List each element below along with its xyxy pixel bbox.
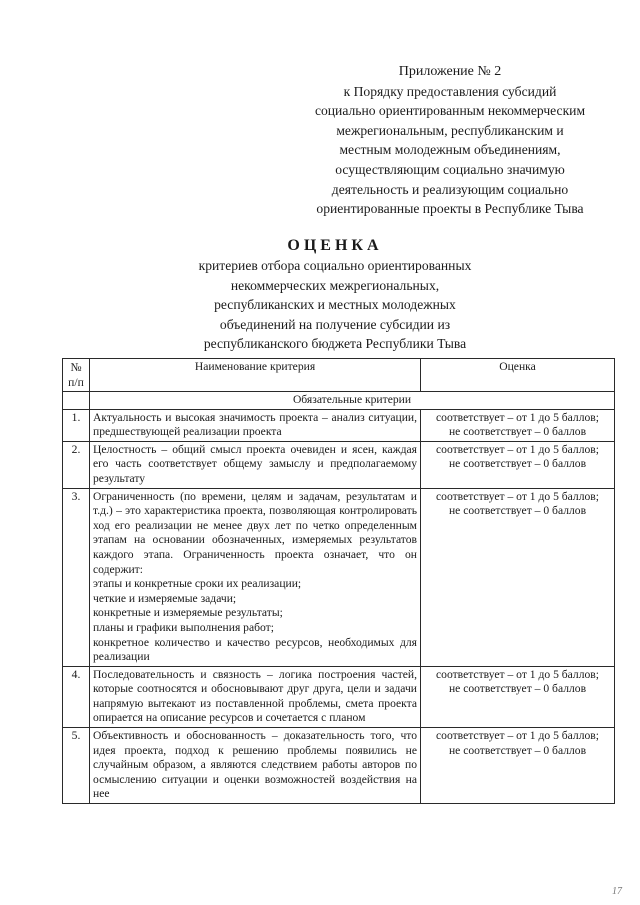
- row-criterion: Актуальность и высокая значимость проекта – анализ ситуации, предшествующей реализации проекта: [90, 409, 421, 441]
- row-num: 4.: [63, 666, 90, 727]
- row-score: [421, 728, 615, 804]
- table-row: [63, 666, 615, 727]
- header-score: Оценка: [421, 359, 615, 392]
- heading-line: республиканских и местных молодежных: [214, 297, 456, 313]
- criteria-table: [62, 358, 615, 804]
- row-criterion: Последовательность и связность – логика построения частей, которые соотносятся и обосновывают друг друга, цели и задачи напрямую вытекают из поставленной проблемы, смета проекта опирается на описание ресурсов и сочетается с планом: [90, 666, 421, 727]
- page-number: 17: [612, 886, 622, 897]
- table-header-row: [63, 359, 615, 392]
- appendix-line: местным молодежным объединениям,: [339, 142, 561, 158]
- score-line: соответствует – от 1 до 5 баллов;: [436, 410, 599, 424]
- table-row: [63, 728, 615, 804]
- appendix-block: [300, 62, 600, 219]
- table-row: [63, 488, 615, 666]
- score-line: не соответствует – 0 баллов: [448, 425, 587, 439]
- section-row: [63, 392, 615, 410]
- appendix-title: Приложение № 2: [398, 64, 502, 79]
- criterion-list-item: этапы и конкретные сроки их реализации;: [93, 577, 302, 591]
- score-line: соответствует – от 1 до 5 баллов;: [436, 729, 599, 743]
- appendix-line: социально ориентированным некоммерческим: [314, 103, 586, 119]
- criterion-list-item: планы и графики выполнения работ;: [93, 620, 274, 634]
- criterion-list-item: конкретные и измеряемые результаты;: [93, 606, 283, 620]
- criterion-list-item: четкие и измеряемые задачи;: [93, 591, 237, 605]
- appendix-line: к Порядку предоставления субсидий: [343, 83, 557, 99]
- section-title: Обязательные критерии: [90, 392, 615, 410]
- row-score: [421, 666, 615, 727]
- row-score: [421, 488, 615, 666]
- heading-line: объединений на получение субсидии из: [219, 316, 451, 332]
- score-line: не соответствует – 0 баллов: [448, 682, 587, 696]
- document-heading: [150, 236, 520, 354]
- score-line: соответствует – от 1 до 5 баллов;: [436, 489, 599, 503]
- header-name: Наименование критерия: [90, 359, 421, 392]
- appendix-line: межрегиональным, республиканским и: [336, 122, 564, 138]
- heading-line: республиканского бюджета Республики Тыва: [203, 336, 467, 352]
- criterion-list-item: конкретное количество и качество ресурсов, необходимых для реализации: [93, 635, 417, 664]
- row-num: 1.: [63, 409, 90, 441]
- appendix-line: осуществляющим социально значимую: [335, 161, 565, 177]
- row-score: [421, 441, 615, 488]
- table-row: [63, 409, 615, 441]
- appendix-line: ориентированные проекты в Республике Тыва: [316, 201, 584, 217]
- row-num: 5.: [63, 728, 90, 804]
- header-num: № п/п: [63, 359, 90, 392]
- heading-line: критериев отбора социально ориентированных: [198, 258, 472, 273]
- row-criterion: Объективность и обоснованность – доказательность того, что идея проекта, подход к решению проблемы появились не случайным образом, а являются следствием работы авторов по осмыслению ситуации и оценки возможностей воздействия на нее: [90, 728, 421, 804]
- row-num: 2.: [63, 441, 90, 488]
- table-row: [63, 441, 615, 488]
- heading-line: некоммерческих межрегиональных,: [230, 277, 440, 293]
- row-score: [421, 409, 615, 441]
- heading-title: ОЦЕНКА: [287, 237, 383, 254]
- score-line: соответствует – от 1 до 5 баллов;: [436, 667, 599, 681]
- score-line: не соответствует – 0 баллов: [448, 743, 587, 757]
- row-criterion: Целостность – общий смысл проекта очевиден и ясен, каждая его часть соответствует общему замыслу и предполагаемому результату: [90, 441, 421, 488]
- score-line: не соответствует – 0 баллов: [448, 504, 587, 518]
- row-num: 3.: [63, 488, 90, 666]
- criterion-text: Ограниченность (по времени, целям и задачам, результатам и т.д.) – это характеристика проекта, позволяющая контролировать ход его реализации не менее двух лет по четко определенным этапам на основании обозначенных, измеряемых результатов каждого этапа. Ограниченность проекта означает, что он содержит:: [93, 489, 417, 576]
- appendix-line: деятельность и реализующим социально: [331, 181, 569, 197]
- row-criterion: [90, 488, 421, 666]
- score-line: не соответствует – 0 баллов: [448, 457, 587, 471]
- score-line: соответствует – от 1 до 5 баллов;: [436, 442, 599, 456]
